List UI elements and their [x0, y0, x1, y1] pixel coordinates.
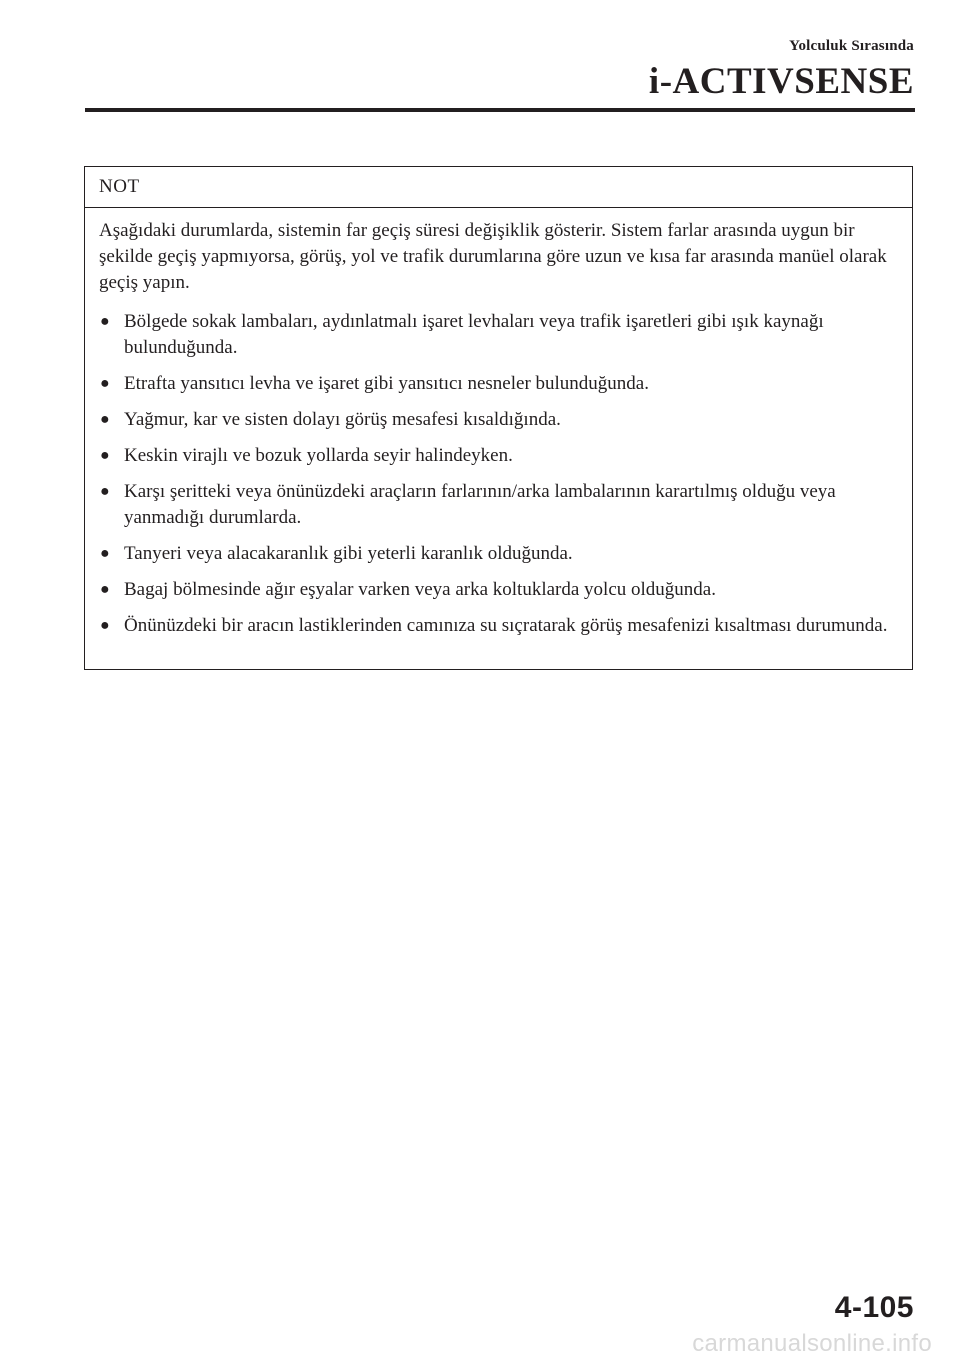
bullet-icon: ● — [100, 313, 110, 330]
bullet-icon: ● — [100, 411, 110, 428]
list-item-text: Yağmur, kar ve sisten dolayı görüş mesafesi kısaldığında. — [124, 409, 561, 430]
section-title: i-ACTIVSENSE — [648, 61, 914, 102]
list-item — [99, 309, 898, 361]
list-item — [99, 613, 898, 639]
list-item-text: Önünüzdeki bir aracın lastiklerinden camınıza su sıçratarak görüş mesafenizi kısaltması durumunda. — [124, 615, 888, 636]
list-item-text: Bölgede sokak lambaları, aydınlatmalı işaret levhaları veya trafik işaretleri gibi ışık kaynağı bulunduğunda. — [124, 311, 824, 358]
bullet-icon: ● — [100, 375, 110, 392]
list-item — [99, 541, 898, 567]
list-item-text: Karşı şeritteki veya önünüzdeki araçların farlarının/arka lambalarının karartılmış olduğu veya yanmadığı durumlarda. — [124, 481, 836, 528]
header-divider — [85, 108, 915, 112]
list-item-text: Etrafta yansıtıcı levha ve işaret gibi yansıtıcı nesneler bulunduğunda. — [124, 373, 649, 394]
list-item — [99, 407, 898, 433]
list-item — [99, 577, 898, 603]
bullet-icon: ● — [100, 581, 110, 598]
note-box — [84, 166, 913, 670]
note-heading: NOT — [85, 167, 912, 208]
section-subtitle: Yolculuk Sırasında — [789, 38, 914, 54]
page-number: 4-105 — [834, 1291, 914, 1324]
bullet-icon: ● — [100, 617, 110, 634]
note-body — [85, 208, 912, 639]
list-item-text: Tanyeri veya alacakaranlık gibi yeterli karanlık olduğunda. — [124, 543, 573, 564]
watermark: carmanualsonline.info — [692, 1330, 932, 1357]
list-item — [99, 479, 898, 531]
list-item-text: Bagaj bölmesinde ağır eşyalar varken veya arka koltuklarda yolcu olduğunda. — [124, 579, 716, 600]
list-item — [99, 371, 898, 397]
condition-list — [99, 309, 898, 639]
bullet-icon: ● — [100, 483, 110, 500]
list-item-text: Keskin virajlı ve bozuk yollarda seyir halindeyken. — [124, 445, 513, 466]
list-item — [99, 443, 898, 469]
bullet-icon: ● — [100, 545, 110, 562]
note-intro: Aşağıdaki durumlarda, sistemin far geçiş süresi değişiklik gösterir. Sistem farlar arasında uygun bir şekilde geçiş yapmıyorsa, görüş, yol ve trafik durumlarına göre uzun ve kısa far arasında manüel olarak geçiş yapın. — [99, 220, 887, 293]
bullet-icon: ● — [100, 447, 110, 464]
